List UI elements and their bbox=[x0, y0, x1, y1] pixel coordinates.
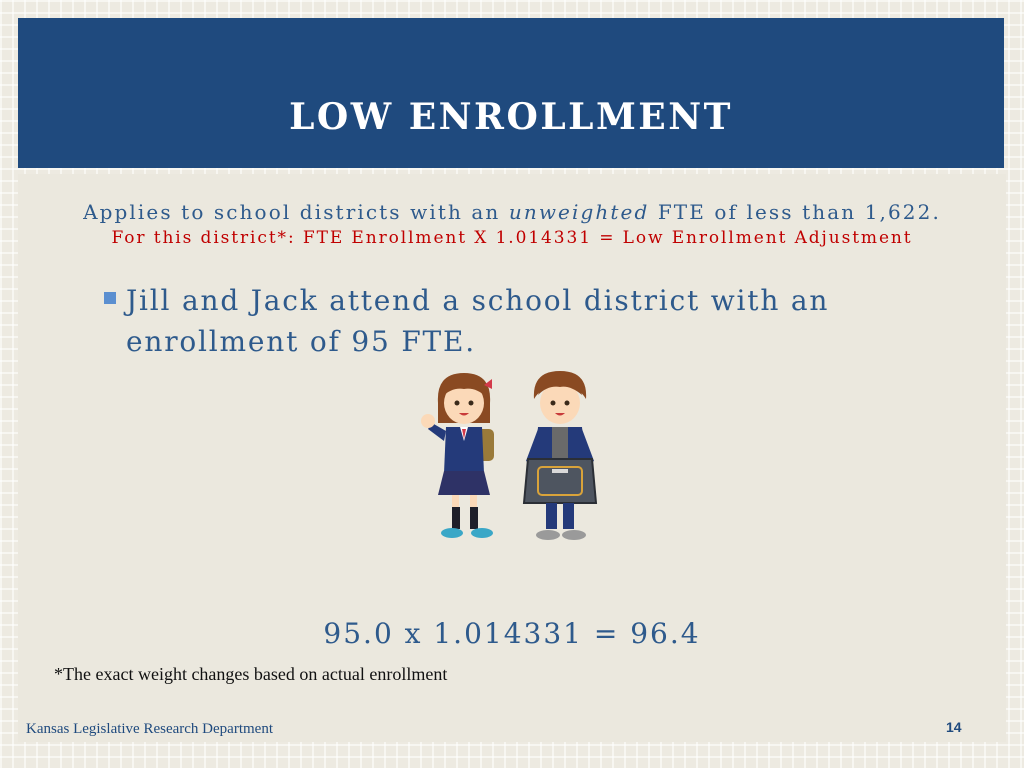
slide-title: LOW ENROLLMENT bbox=[289, 96, 733, 138]
page-number: 14 bbox=[946, 719, 962, 735]
footnote: *The exact weight changes based on actual enrollment bbox=[54, 664, 448, 684]
applies-to-text-end: FTE of less than 1,622. bbox=[649, 200, 941, 224]
title-banner bbox=[18, 18, 1004, 168]
bullet-square-icon bbox=[104, 292, 116, 304]
girl-figure bbox=[421, 373, 494, 538]
applies-to-line bbox=[0, 200, 1024, 224]
district-formula-line: For this district*: FTE Enrollment X 1.014331 = Low Enrollment Adjustment bbox=[111, 228, 913, 248]
footer-organization: Kansas Legislative Research Department bbox=[26, 721, 273, 737]
students-illustration bbox=[420, 365, 610, 545]
unweighted-emphasis: unweighted bbox=[508, 200, 650, 224]
bullet-text: Jill and Jack attend a school district with an enrollment of 95 FTE. bbox=[126, 284, 830, 358]
calculation-equation: 95.0 x 1.014331 = 96.4 bbox=[323, 617, 701, 650]
boy-figure bbox=[524, 371, 596, 540]
applies-to-text-start: Applies to school districts with an bbox=[83, 200, 509, 224]
